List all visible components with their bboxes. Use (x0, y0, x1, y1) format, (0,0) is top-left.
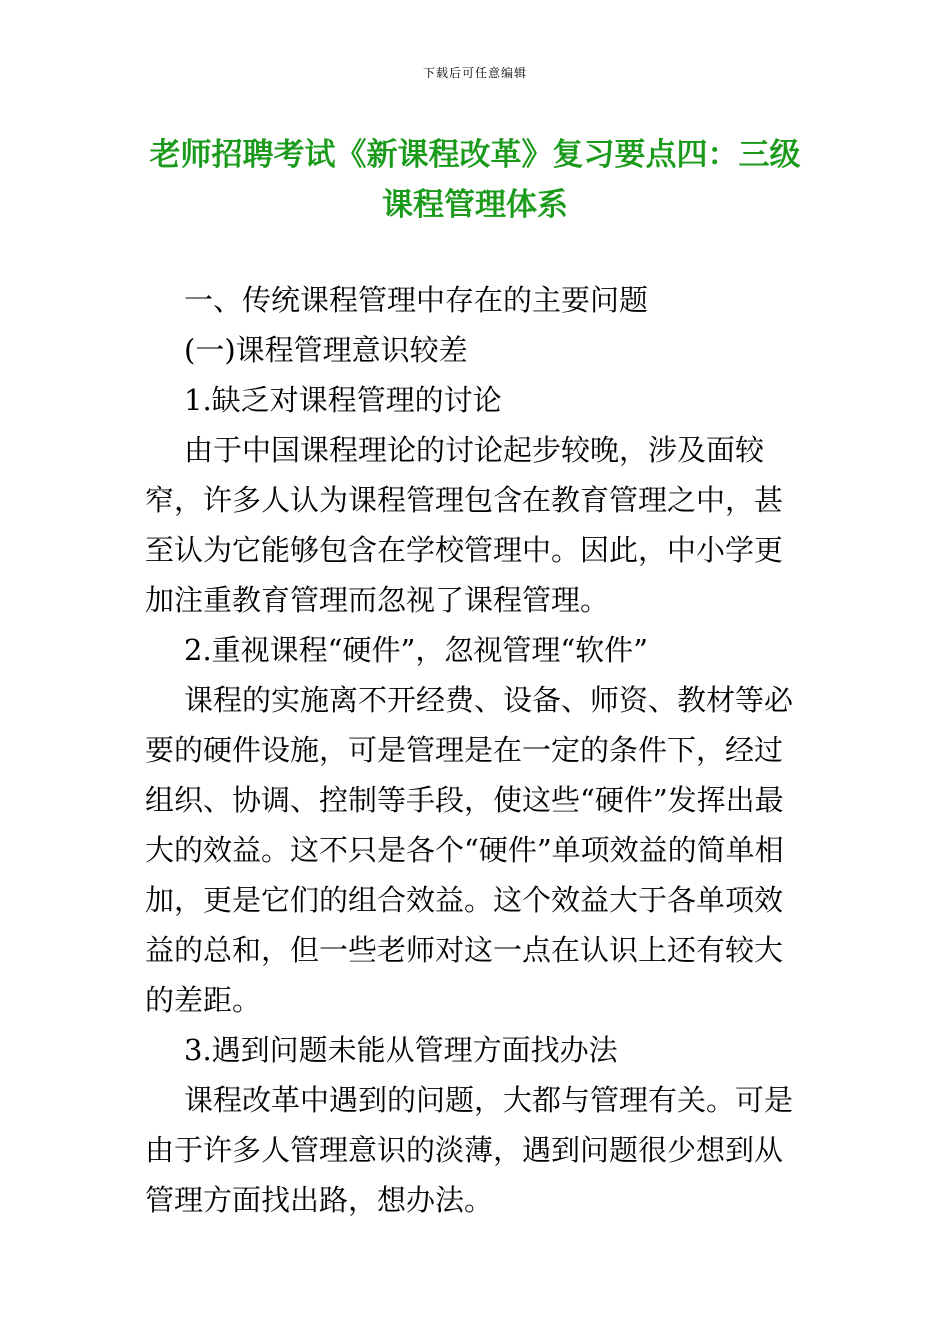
header-note: 下载后可任意编辑 (422, 66, 527, 80)
paragraph-1: 由于中国课程理论的讨论起步较晚，涉及面较窄，许多人认为课程管理包含在教育管理之中，甚至认为它能够包含在学校管理中。因此，中小学更加注重教育管理而忽视了课程管理。 (145, 433, 784, 617)
point-heading-3: 3.遇到问题未能从管理方面找办法 (184, 1033, 618, 1067)
document-title (130, 130, 820, 230)
document-body (145, 275, 795, 1225)
point-heading-1: 1.缺乏对课程管理的讨论 (184, 383, 502, 417)
title-line-2: 课程管理体系 (382, 187, 568, 223)
subsection-heading: (一)课程管理意识较差 (184, 333, 468, 367)
section-heading: 一、传统课程管理中存在的主要问题 (184, 283, 649, 317)
point-heading-2: 2.重视课程“硬件”，忽视管理“软件” (184, 633, 648, 667)
paragraph-3: 课程改革中遇到的问题，大都与管理有关。可是由于许多人管理意识的淡薄，遇到问题很少想到从管理方面找出路，想办法。 (145, 1083, 794, 1217)
paragraph-2: 课程的实施离不开经费、设备、师资、教材等必要的硬件设施，可是管理是在一定的条件下，经过组织、协调、控制等手段，使这些“硬件”发挥出最大的效益。这不只是各个“硬件”单项效益的简单相加，更是它们的组合效益。这个效益大于各单项效益的总和，但一些老师对这一点在认识上还有较大的差距。 (145, 683, 794, 1017)
title-line-1: 老师招聘考试《新课程改革》复习要点四：三级 (149, 137, 801, 173)
